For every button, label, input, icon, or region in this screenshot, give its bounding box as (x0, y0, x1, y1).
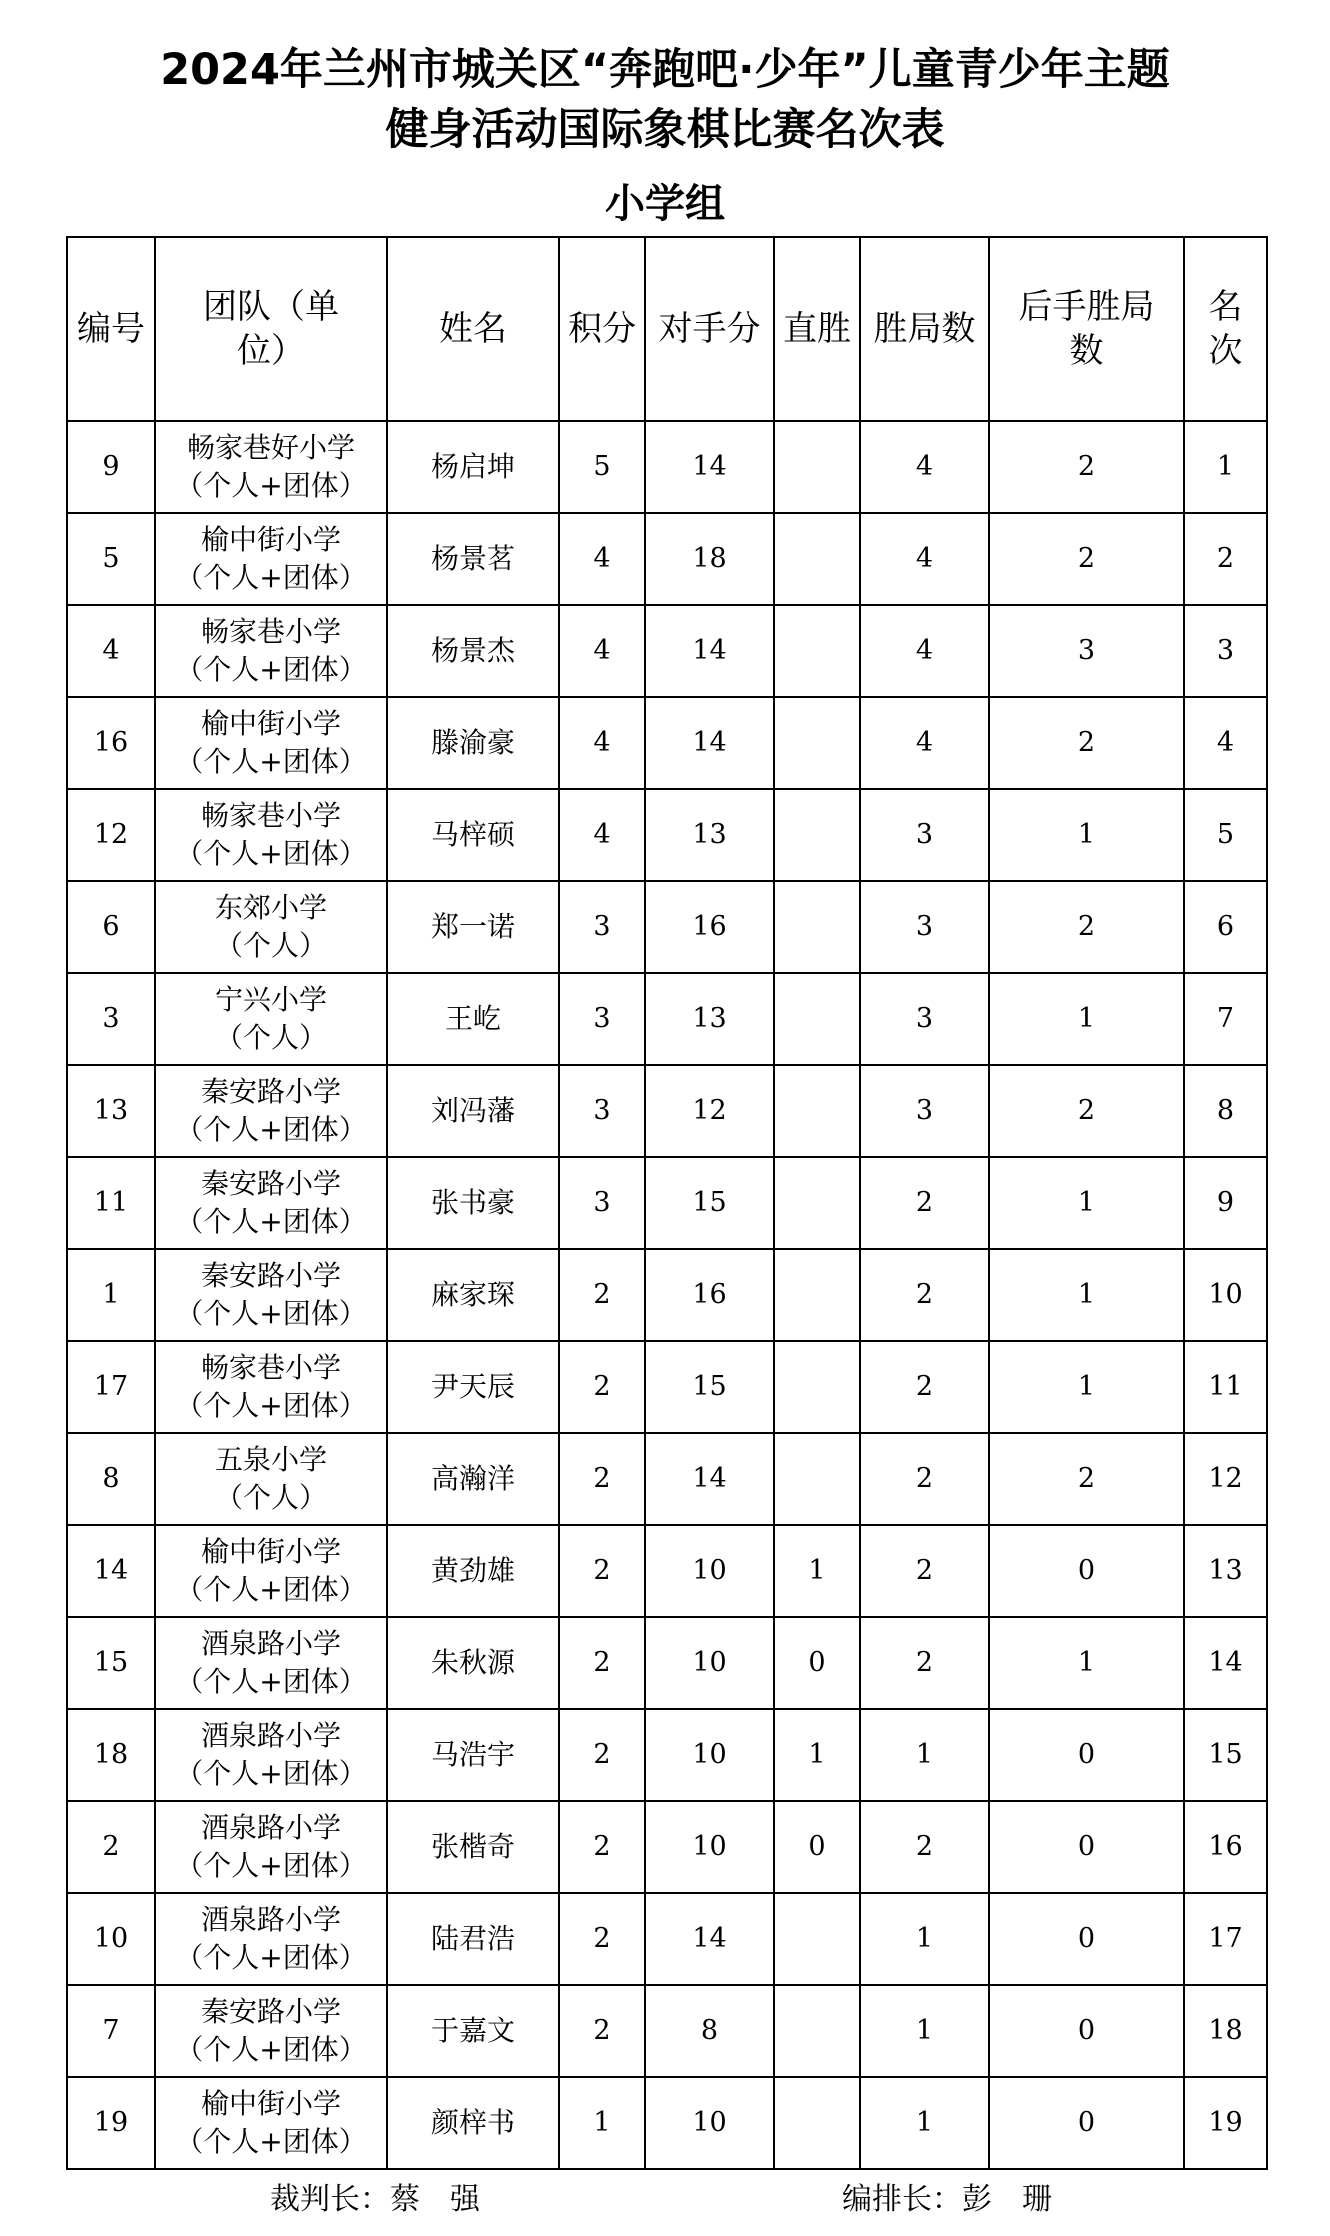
team-school: 榆中街小学 (200, 1535, 341, 1568)
cell-name: 高瀚洋 (387, 1433, 559, 1525)
cell-score: 2 (559, 1249, 645, 1341)
cell-opponent-score: 15 (645, 1341, 774, 1433)
cell-direct-win (774, 1893, 860, 1985)
team-school: 东郊小学 (214, 891, 327, 924)
cell-score: 2 (559, 1525, 645, 1617)
cell-black-wins: 1 (989, 1249, 1184, 1341)
cell-id: 11 (67, 1157, 155, 1249)
cell-rank: 6 (1184, 881, 1267, 973)
chief-judge: 裁判长：蔡 强 (270, 2182, 480, 2217)
cell-name: 王屹 (387, 973, 559, 1065)
table-row (67, 973, 1267, 1065)
cell-id: 9 (67, 421, 155, 513)
table-row (67, 881, 1267, 973)
cell-opponent-score: 15 (645, 1157, 774, 1249)
cell-rank: 3 (1184, 605, 1267, 697)
team-entry-type: （个人+团体） (175, 1849, 367, 1882)
cell-wins: 3 (860, 973, 989, 1065)
team-entry-type: （个人+团体） (175, 1573, 367, 1606)
cell-black-wins: 0 (989, 1985, 1184, 2077)
cell-wins: 1 (860, 2077, 989, 2169)
cell-name: 尹天辰 (387, 1341, 559, 1433)
cell-score: 3 (559, 973, 645, 1065)
cell-rank: 1 (1184, 421, 1267, 513)
cell-id: 10 (67, 1893, 155, 1985)
cell-team (155, 789, 387, 881)
table-row (67, 1709, 1267, 1801)
table-row (67, 1617, 1267, 1709)
cell-wins: 3 (860, 789, 989, 881)
cell-opponent-score: 12 (645, 1065, 774, 1157)
team-entry-type: （个人+团体） (175, 469, 367, 502)
table-row (67, 421, 1267, 513)
cell-name: 郑一诺 (387, 881, 559, 973)
table-row (67, 1525, 1267, 1617)
table-row (67, 1433, 1267, 1525)
cell-wins: 1 (860, 1985, 989, 2077)
cell-opponent-score: 10 (645, 1709, 774, 1801)
cell-black-wins: 2 (989, 1065, 1184, 1157)
cell-rank: 19 (1184, 2077, 1267, 2169)
cell-direct-win (774, 973, 860, 1065)
team-entry-type: （个人） (214, 1481, 327, 1514)
team-entry-type: （个人+团体） (175, 561, 367, 594)
cell-name: 杨启坤 (387, 421, 559, 513)
cell-opponent-score: 14 (645, 697, 774, 789)
cell-wins: 2 (860, 1157, 989, 1249)
cell-black-wins: 1 (989, 1157, 1184, 1249)
cell-rank: 12 (1184, 1433, 1267, 1525)
cell-rank: 4 (1184, 697, 1267, 789)
cell-wins: 3 (860, 881, 989, 973)
cell-wins: 2 (860, 1249, 989, 1341)
cell-id: 17 (67, 1341, 155, 1433)
cell-black-wins: 3 (989, 605, 1184, 697)
cell-team (155, 1065, 387, 1157)
cell-name: 张书豪 (387, 1157, 559, 1249)
team-school: 榆中街小学 (200, 523, 341, 556)
cell-direct-win: 1 (774, 1525, 860, 1617)
team-entry-type: （个人+团体） (175, 1297, 367, 1330)
cell-name: 张楷奇 (387, 1801, 559, 1893)
cell-opponent-score: 14 (645, 605, 774, 697)
cell-id: 6 (67, 881, 155, 973)
cell-wins: 2 (860, 1801, 989, 1893)
cell-name: 陆君浩 (387, 1893, 559, 1985)
team-entry-type: （个人+团体） (175, 2033, 367, 2066)
cell-black-wins: 0 (989, 1709, 1184, 1801)
cell-opponent-score: 14 (645, 421, 774, 513)
cell-team (155, 1433, 387, 1525)
cell-score: 4 (559, 605, 645, 697)
col-header-name: 姓名 (387, 237, 559, 421)
cell-name: 颜梓书 (387, 2077, 559, 2169)
cell-opponent-score: 16 (645, 881, 774, 973)
cell-black-wins: 1 (989, 973, 1184, 1065)
cell-name: 于嘉文 (387, 1985, 559, 2077)
cell-team (155, 421, 387, 513)
group-subtitle: 小学组 (605, 181, 725, 227)
team-school: 畅家巷小学 (200, 799, 341, 832)
cell-score: 3 (559, 1065, 645, 1157)
team-entry-type: （个人+团体） (175, 1665, 367, 1698)
cell-black-wins: 0 (989, 1525, 1184, 1617)
team-school: 畅家巷好小学 (186, 431, 355, 464)
cell-score: 2 (559, 1893, 645, 1985)
cell-direct-win (774, 1249, 860, 1341)
table-row (67, 2077, 1267, 2169)
cell-team (155, 1249, 387, 1341)
cell-opponent-score: 10 (645, 2077, 774, 2169)
team-school: 畅家巷小学 (200, 1351, 341, 1384)
cell-name: 马梓硕 (387, 789, 559, 881)
table-row (67, 697, 1267, 789)
cell-id: 19 (67, 2077, 155, 2169)
cell-team (155, 1893, 387, 1985)
table-header-row (67, 237, 1267, 421)
cell-opponent-score: 14 (645, 1893, 774, 1985)
cell-opponent-score: 10 (645, 1525, 774, 1617)
table-row (67, 1065, 1267, 1157)
team-entry-type: （个人+团体） (175, 837, 367, 870)
cell-opponent-score: 18 (645, 513, 774, 605)
cell-direct-win (774, 1065, 860, 1157)
cell-id: 12 (67, 789, 155, 881)
cell-team (155, 605, 387, 697)
cell-score: 4 (559, 697, 645, 789)
cell-black-wins: 1 (989, 1341, 1184, 1433)
cell-rank: 13 (1184, 1525, 1267, 1617)
team-school: 畅家巷小学 (200, 615, 341, 648)
cell-team (155, 1617, 387, 1709)
cell-black-wins: 0 (989, 1801, 1184, 1893)
col-header-rank: 名次 (1184, 237, 1267, 421)
team-entry-type: （个人） (214, 929, 327, 962)
cell-direct-win (774, 1341, 860, 1433)
cell-score: 2 (559, 1985, 645, 2077)
table-row (67, 1985, 1267, 2077)
cell-name: 杨景茗 (387, 513, 559, 605)
cell-name: 杨景杰 (387, 605, 559, 697)
team-entry-type: （个人） (214, 1021, 327, 1054)
cell-name: 马浩宇 (387, 1709, 559, 1801)
cell-score: 2 (559, 1433, 645, 1525)
cell-score: 3 (559, 881, 645, 973)
col-header-opponent-score: 对手分 (645, 237, 774, 421)
cell-opponent-score: 16 (645, 1249, 774, 1341)
cell-team (155, 973, 387, 1065)
cell-team (155, 1525, 387, 1617)
cell-id: 13 (67, 1065, 155, 1157)
cell-wins: 2 (860, 1341, 989, 1433)
team-entry-type: （个人+团体） (175, 1941, 367, 1974)
cell-id: 8 (67, 1433, 155, 1525)
cell-rank: 15 (1184, 1709, 1267, 1801)
cell-opponent-score: 10 (645, 1617, 774, 1709)
cell-score: 2 (559, 1801, 645, 1893)
document-title-line-1: 2024年兰州市城关区“奔跑吧·少年”儿童青少年主题 (160, 45, 1170, 95)
cell-rank: 10 (1184, 1249, 1267, 1341)
cell-wins: 4 (860, 513, 989, 605)
cell-wins: 4 (860, 605, 989, 697)
cell-wins: 2 (860, 1525, 989, 1617)
cell-direct-win (774, 1433, 860, 1525)
col-header-wins: 胜局数 (860, 237, 989, 421)
cell-id: 1 (67, 1249, 155, 1341)
cell-direct-win: 0 (774, 1801, 860, 1893)
cell-rank: 16 (1184, 1801, 1267, 1893)
team-school: 秦安路小学 (200, 1259, 341, 1292)
cell-score: 2 (559, 1709, 645, 1801)
cell-direct-win (774, 1157, 860, 1249)
cell-direct-win (774, 789, 860, 881)
cell-team (155, 1709, 387, 1801)
table-row (67, 1249, 1267, 1341)
cell-black-wins: 0 (989, 2077, 1184, 2169)
team-school: 五泉小学 (214, 1443, 327, 1476)
cell-rank: 7 (1184, 973, 1267, 1065)
cell-name: 刘冯藩 (387, 1065, 559, 1157)
team-school: 榆中街小学 (200, 2087, 341, 2120)
cell-score: 5 (559, 421, 645, 513)
table-row (67, 513, 1267, 605)
cell-team (155, 2077, 387, 2169)
cell-direct-win (774, 421, 860, 513)
cell-score: 4 (559, 513, 645, 605)
cell-direct-win (774, 697, 860, 789)
team-school: 酒泉路小学 (200, 1903, 341, 1936)
team-entry-type: （个人+团体） (175, 1757, 367, 1790)
table-row (67, 1157, 1267, 1249)
cell-rank: 18 (1184, 1985, 1267, 2077)
team-school: 秦安路小学 (200, 1995, 341, 2028)
cell-wins: 3 (860, 1065, 989, 1157)
cell-wins: 2 (860, 1433, 989, 1525)
col-header-direct-win: 直胜 (774, 237, 860, 421)
cell-score: 1 (559, 2077, 645, 2169)
cell-id: 2 (67, 1801, 155, 1893)
cell-name: 麻家琛 (387, 1249, 559, 1341)
cell-team (155, 1985, 387, 2077)
cell-rank: 5 (1184, 789, 1267, 881)
team-entry-type: （个人+团体） (175, 1205, 367, 1238)
team-entry-type: （个人+团体） (175, 1389, 367, 1422)
cell-opponent-score: 8 (645, 1985, 774, 2077)
cell-name: 滕渝豪 (387, 697, 559, 789)
cell-id: 14 (67, 1525, 155, 1617)
table-row (67, 1893, 1267, 1985)
cell-direct-win (774, 513, 860, 605)
cell-black-wins: 2 (989, 513, 1184, 605)
cell-rank: 2 (1184, 513, 1267, 605)
cell-direct-win (774, 2077, 860, 2169)
cell-team (155, 513, 387, 605)
cell-id: 7 (67, 1985, 155, 2077)
cell-rank: 8 (1184, 1065, 1267, 1157)
cell-wins: 2 (860, 1617, 989, 1709)
cell-direct-win (774, 605, 860, 697)
cell-team (155, 1801, 387, 1893)
cell-black-wins: 1 (989, 1617, 1184, 1709)
cell-id: 5 (67, 513, 155, 605)
cell-score: 2 (559, 1341, 645, 1433)
cell-opponent-score: 14 (645, 1433, 774, 1525)
cell-team (155, 1341, 387, 1433)
cell-score: 2 (559, 1617, 645, 1709)
cell-black-wins: 0 (989, 1893, 1184, 1985)
cell-black-wins: 1 (989, 789, 1184, 881)
team-school: 秦安路小学 (200, 1075, 341, 1108)
table-body (67, 421, 1267, 2169)
cell-name: 朱秋源 (387, 1617, 559, 1709)
cell-opponent-score: 10 (645, 1801, 774, 1893)
cell-direct-win (774, 1985, 860, 2077)
cell-score: 4 (559, 789, 645, 881)
table-row (67, 1341, 1267, 1433)
table-row (67, 605, 1267, 697)
cell-rank: 14 (1184, 1617, 1267, 1709)
team-school: 榆中街小学 (200, 707, 341, 740)
cell-wins: 4 (860, 421, 989, 513)
col-header-black-wins: 后手胜局数 (989, 237, 1184, 421)
col-header-id: 编号 (67, 237, 155, 421)
cell-black-wins: 2 (989, 421, 1184, 513)
cell-rank: 17 (1184, 1893, 1267, 1985)
team-entry-type: （个人+团体） (175, 2125, 367, 2158)
cell-direct-win: 1 (774, 1709, 860, 1801)
table-row (67, 1801, 1267, 1893)
cell-team (155, 881, 387, 973)
cell-wins: 1 (860, 1709, 989, 1801)
col-header-score: 积分 (559, 237, 645, 421)
cell-direct-win (774, 881, 860, 973)
cell-black-wins: 2 (989, 881, 1184, 973)
cell-team (155, 1157, 387, 1249)
cell-score: 3 (559, 1157, 645, 1249)
cell-team (155, 697, 387, 789)
team-entry-type: （个人+团体） (175, 745, 367, 778)
document-title-line-2: 健身活动国际象棋比赛名次表 (385, 105, 945, 155)
cell-id: 16 (67, 697, 155, 789)
cell-opponent-score: 13 (645, 789, 774, 881)
cell-opponent-score: 13 (645, 973, 774, 1065)
team-school: 酒泉路小学 (200, 1627, 341, 1660)
cell-rank: 11 (1184, 1341, 1267, 1433)
team-school: 酒泉路小学 (200, 1719, 341, 1752)
cell-id: 18 (67, 1709, 155, 1801)
ranking-table (66, 236, 1268, 2170)
team-entry-type: （个人+团体） (175, 653, 367, 686)
team-entry-type: （个人+团体） (175, 1113, 367, 1146)
cell-black-wins: 2 (989, 1433, 1184, 1525)
cell-wins: 1 (860, 1893, 989, 1985)
cell-name: 黄劲雄 (387, 1525, 559, 1617)
cell-id: 4 (67, 605, 155, 697)
arbiter: 编排长：彭 珊 (842, 2182, 1052, 2217)
team-school: 宁兴小学 (214, 983, 327, 1016)
cell-black-wins: 2 (989, 697, 1184, 789)
table-row (67, 789, 1267, 881)
team-school: 秦安路小学 (200, 1167, 341, 1200)
cell-wins: 4 (860, 697, 989, 789)
cell-id: 15 (67, 1617, 155, 1709)
col-header-team: 团队（单位） (155, 237, 387, 421)
cell-direct-win: 0 (774, 1617, 860, 1709)
cell-rank: 9 (1184, 1157, 1267, 1249)
cell-id: 3 (67, 973, 155, 1065)
team-school: 酒泉路小学 (200, 1811, 341, 1844)
